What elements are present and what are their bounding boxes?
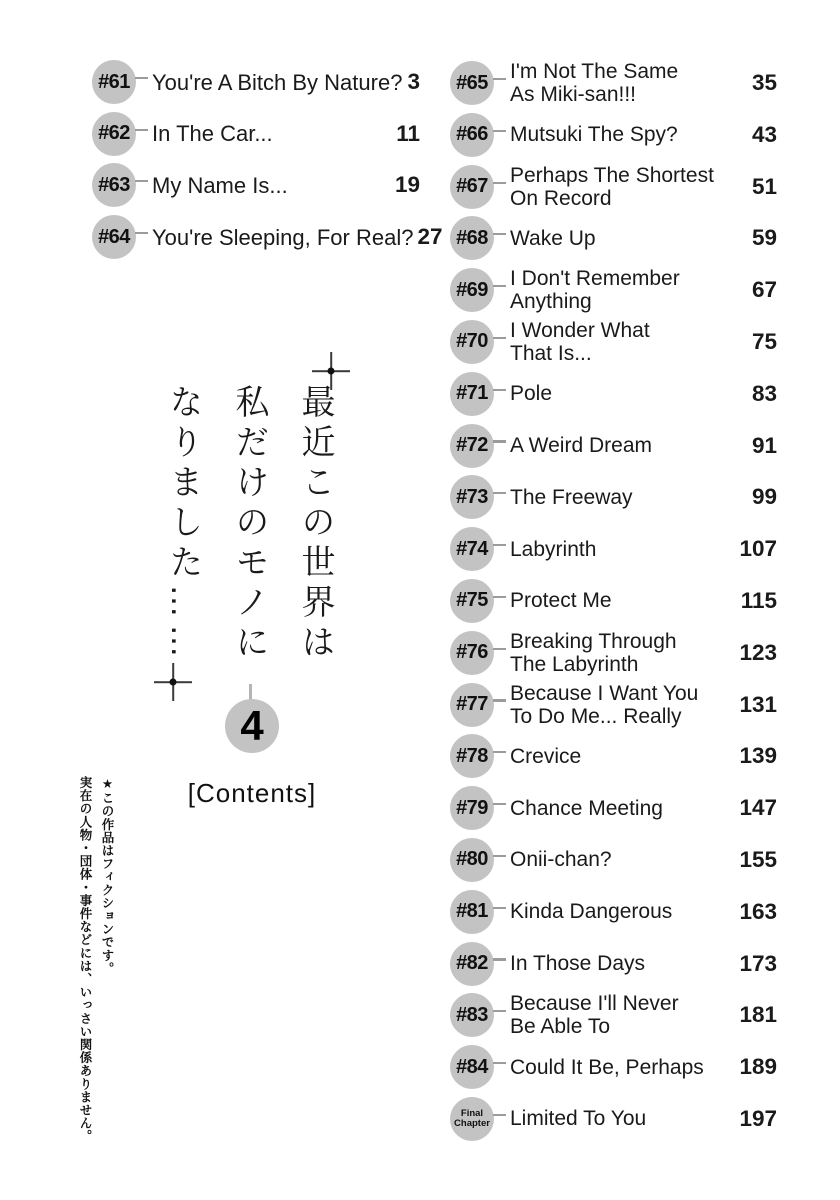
chapter-number-badge	[450, 372, 494, 416]
chapter-number-badge	[450, 838, 494, 882]
volume-badge	[225, 699, 279, 753]
chapter-number-label: #66	[456, 123, 488, 146]
disclaimer-line: ★この作品はフィクションです。	[100, 776, 114, 975]
chapter-title	[506, 589, 737, 612]
chapter-title	[506, 848, 735, 871]
chapter-number-badge	[450, 475, 494, 519]
chapter-title-line: In The Car...	[152, 121, 273, 147]
connector-dash	[493, 907, 506, 909]
chapter-title-line: That Is...	[510, 341, 592, 365]
chapter-number-label: #63	[98, 173, 130, 196]
page-number: 147	[739, 795, 777, 821]
chapter-number-badge	[450, 320, 494, 364]
connector-dash	[493, 648, 506, 650]
chapter-title-line: Pole	[510, 382, 553, 406]
connector-dash	[493, 855, 506, 857]
chapter-number-label: #61	[98, 70, 130, 93]
page-number: 181	[739, 1002, 777, 1028]
connector-dash	[493, 699, 506, 701]
toc-entry	[92, 163, 420, 207]
toc-entry	[450, 942, 777, 986]
chapter-title	[506, 900, 735, 923]
page-number: 75	[751, 328, 777, 354]
chapter-title	[506, 164, 748, 210]
chapter-number-label: #70	[456, 330, 488, 353]
chapter-number-label: #69	[456, 278, 488, 301]
page-number: 91	[751, 432, 777, 458]
chapter-number-label: #84	[456, 1055, 488, 1078]
chapter-number-badge	[450, 165, 494, 209]
page-number: 173	[739, 950, 777, 976]
chapter-title-line: Labyrinth	[510, 537, 597, 561]
chapter-title-line: Anything	[510, 290, 592, 314]
toc-entry	[450, 216, 777, 260]
series-title-line: 私だけのモノに	[230, 384, 268, 664]
chapter-number-badge	[450, 216, 494, 260]
chapter-title	[148, 226, 413, 249]
chapter-number-label: #76	[456, 641, 488, 664]
chapter-number-label: #80	[456, 848, 488, 871]
page-number: 59	[751, 225, 777, 251]
connector-dash	[493, 1010, 506, 1012]
toc-left-column	[92, 60, 443, 267]
toc-entry	[450, 475, 777, 519]
connector-dash	[493, 1062, 506, 1064]
chapter-title-line: In Those Days	[510, 952, 646, 976]
toc-entry	[92, 215, 443, 259]
chapter-title-line: As Miki-san!!!	[510, 83, 637, 106]
toc-entry	[450, 1097, 777, 1141]
toc-entry	[450, 993, 777, 1037]
series-title-vertical	[150, 384, 348, 684]
chapter-title-line: A Weird Dream	[510, 434, 652, 458]
chapter-title-line: The Freeway	[510, 485, 633, 509]
connector-dash	[493, 285, 506, 287]
chapter-number-label: #81	[456, 900, 488, 923]
chapter-title-line: Could It Be, Perhaps	[510, 1055, 704, 1079]
volume-number: 4	[240, 702, 264, 749]
chapter-number-label: #77	[456, 693, 488, 716]
chapter-title	[506, 267, 748, 313]
chapter-number-badge	[450, 113, 494, 157]
connector-dash	[493, 1114, 506, 1116]
chapter-title	[506, 682, 735, 728]
toc-entry	[450, 113, 777, 157]
chapter-title-line: I'm Not The Same	[510, 60, 679, 83]
toc-entry	[450, 683, 777, 727]
chapter-title-line: You're A Bitch By Nature?	[152, 69, 403, 95]
chapter-title-line: Wake Up	[510, 226, 596, 250]
chapter-title-line: Protect Me	[510, 589, 612, 613]
chapter-title	[506, 60, 748, 106]
toc-entry	[450, 579, 777, 623]
chapter-number-badge	[92, 112, 136, 156]
page-number: 11	[396, 120, 420, 146]
connector-dash	[493, 492, 506, 494]
chapter-number-label: #68	[456, 226, 488, 249]
chapter-number-badge	[450, 993, 494, 1037]
connector-dash	[135, 129, 148, 131]
page-number: 99	[751, 484, 777, 510]
chapter-title	[506, 952, 735, 975]
disclaimer-line: 実在の人物・団体・事件などには、いっさい関係ありません。	[78, 776, 92, 1143]
chapter-number-label: #64	[98, 225, 130, 248]
chapter-title-line: My Name Is...	[152, 172, 288, 198]
chapter-number-badge	[450, 424, 494, 468]
chapter-title	[506, 486, 748, 509]
connector-dash	[493, 544, 506, 546]
chapter-number-badge	[92, 60, 136, 104]
chapter-title	[148, 174, 391, 197]
page-number: 123	[739, 639, 777, 665]
toc-entry	[450, 631, 777, 675]
chapter-number-badge	[450, 579, 494, 623]
chapter-title-line: Limited To You	[510, 1107, 647, 1131]
connector-dash	[493, 389, 506, 391]
chapter-number-badge	[92, 163, 136, 207]
chapter-number-badge	[450, 268, 494, 312]
page-number: 67	[751, 277, 777, 303]
chapter-number-badge	[450, 1097, 494, 1141]
page-number: 19	[394, 172, 420, 198]
chapter-title	[506, 319, 748, 365]
contents-label: [Contents]	[187, 778, 317, 808]
chapter-number-label: #78	[456, 744, 488, 767]
chapter-number-label: #79	[456, 796, 488, 819]
toc-entry	[450, 165, 777, 209]
page-number: 43	[751, 121, 777, 147]
toc-entry	[450, 838, 777, 882]
chapter-number-label: #83	[456, 1003, 488, 1026]
toc-entry	[450, 372, 777, 416]
chapter-number-badge	[450, 942, 494, 986]
chapter-title-line: On Record	[510, 186, 612, 210]
connector-dash	[493, 337, 506, 339]
chapter-title-line: Because I'll Never	[510, 992, 679, 1016]
toc-entry	[450, 424, 777, 468]
series-title-line: なりました……	[164, 384, 202, 664]
page-number: 139	[739, 743, 777, 769]
page-number: 51	[751, 173, 777, 199]
connector-dash	[135, 232, 148, 234]
chapter-number-badge	[450, 1045, 494, 1089]
toc-entry	[450, 527, 777, 571]
chapter-number-label: #75	[456, 589, 488, 612]
connector-dash	[493, 78, 506, 80]
chapter-number-label: Chapter	[454, 1117, 490, 1129]
connector-dash	[493, 751, 506, 753]
page-number: 189	[739, 1054, 777, 1080]
chapter-number-label: #72	[456, 434, 488, 457]
chapter-number-badge	[450, 61, 494, 105]
chapter-number-badge	[450, 734, 494, 778]
chapter-title-line: Because I Want You	[510, 681, 699, 705]
chapter-title-line: Crevice	[510, 744, 582, 768]
chapter-number-badge	[450, 786, 494, 830]
chapter-title	[506, 992, 735, 1038]
toc-entry	[450, 1045, 777, 1089]
chapter-number-label: #67	[456, 175, 488, 198]
page-number: 83	[751, 380, 777, 406]
connector-dash	[493, 596, 506, 598]
page-number: 35	[751, 70, 777, 95]
page-number: 115	[740, 587, 777, 613]
chapter-title	[506, 1056, 735, 1079]
chapter-title	[506, 1107, 735, 1130]
toc-entry	[450, 320, 777, 364]
connector-dash	[493, 440, 506, 442]
chapter-number-badge	[450, 631, 494, 675]
chapter-title-line: Breaking Through	[510, 629, 677, 653]
toc-entry	[92, 112, 420, 156]
chapter-title	[506, 123, 748, 146]
toc-entry	[450, 890, 777, 934]
chapter-number-label: #65	[456, 71, 488, 94]
toc-right-column	[450, 61, 777, 1149]
toc-entry	[92, 60, 420, 104]
page-number: 197	[739, 1105, 777, 1131]
connector-dash	[135, 77, 148, 79]
toc-entry	[450, 268, 777, 312]
chapter-title	[148, 71, 403, 94]
chapter-title-line: I Don't Remember	[510, 267, 680, 291]
page-number: 155	[739, 846, 777, 872]
chapter-number-label: Final	[460, 1107, 484, 1119]
page-number: 107	[739, 536, 777, 562]
chapter-title	[506, 797, 735, 820]
chapter-number-label: #62	[98, 122, 130, 145]
chapter-number-label: #82	[456, 952, 488, 975]
chapter-number-badge	[450, 683, 494, 727]
chapter-title-line: I Wonder What	[510, 318, 650, 342]
page-number: 3	[407, 69, 420, 94]
page-number: 131	[739, 691, 777, 717]
chapter-title-line: Perhaps The Shortest	[510, 163, 714, 187]
chapter-title-line: Be Able To	[510, 1015, 611, 1039]
disclaimer-vertical-text	[74, 776, 118, 1176]
chapter-number-label: #71	[456, 382, 488, 405]
connector-dash	[135, 180, 148, 182]
chapter-title	[506, 227, 748, 250]
chapter-number-label: #73	[456, 485, 488, 508]
chapter-title	[506, 630, 735, 676]
chapter-title-line: Kinda Dangerous	[510, 900, 673, 924]
connector-dash	[493, 958, 506, 960]
chapter-title-line: To Do Me... Really	[510, 704, 682, 728]
chapter-title-line: Mutsuki The Spy?	[510, 123, 678, 147]
chapter-number-badge	[450, 890, 494, 934]
connector-dash	[493, 233, 506, 235]
chapter-title	[506, 382, 748, 405]
connector-dash	[493, 182, 506, 184]
chapter-title-line: The Labyrinth	[510, 652, 639, 676]
connector-dash	[493, 130, 506, 132]
chapter-title	[148, 122, 392, 145]
toc-entry	[450, 786, 777, 830]
chapter-title	[506, 745, 735, 768]
page-number: 163	[739, 898, 777, 924]
series-title-line: 最近この世界は	[296, 384, 334, 664]
page-number: 27	[417, 224, 443, 250]
connector-dash	[493, 803, 506, 805]
chapter-title	[506, 538, 735, 561]
chapter-number-badge	[92, 215, 136, 259]
chapter-number-label: #74	[456, 537, 488, 560]
chapter-title-line: You're Sleeping, For Real?	[152, 224, 414, 250]
chapter-title-line: Chance Meeting	[510, 796, 663, 820]
chapter-title	[506, 434, 748, 457]
toc-entry	[450, 61, 777, 105]
toc-entry	[450, 734, 777, 778]
chapter-number-badge	[450, 527, 494, 571]
chapter-title-line: Onii-chan?	[510, 848, 612, 872]
crosshair-dot	[328, 368, 335, 375]
